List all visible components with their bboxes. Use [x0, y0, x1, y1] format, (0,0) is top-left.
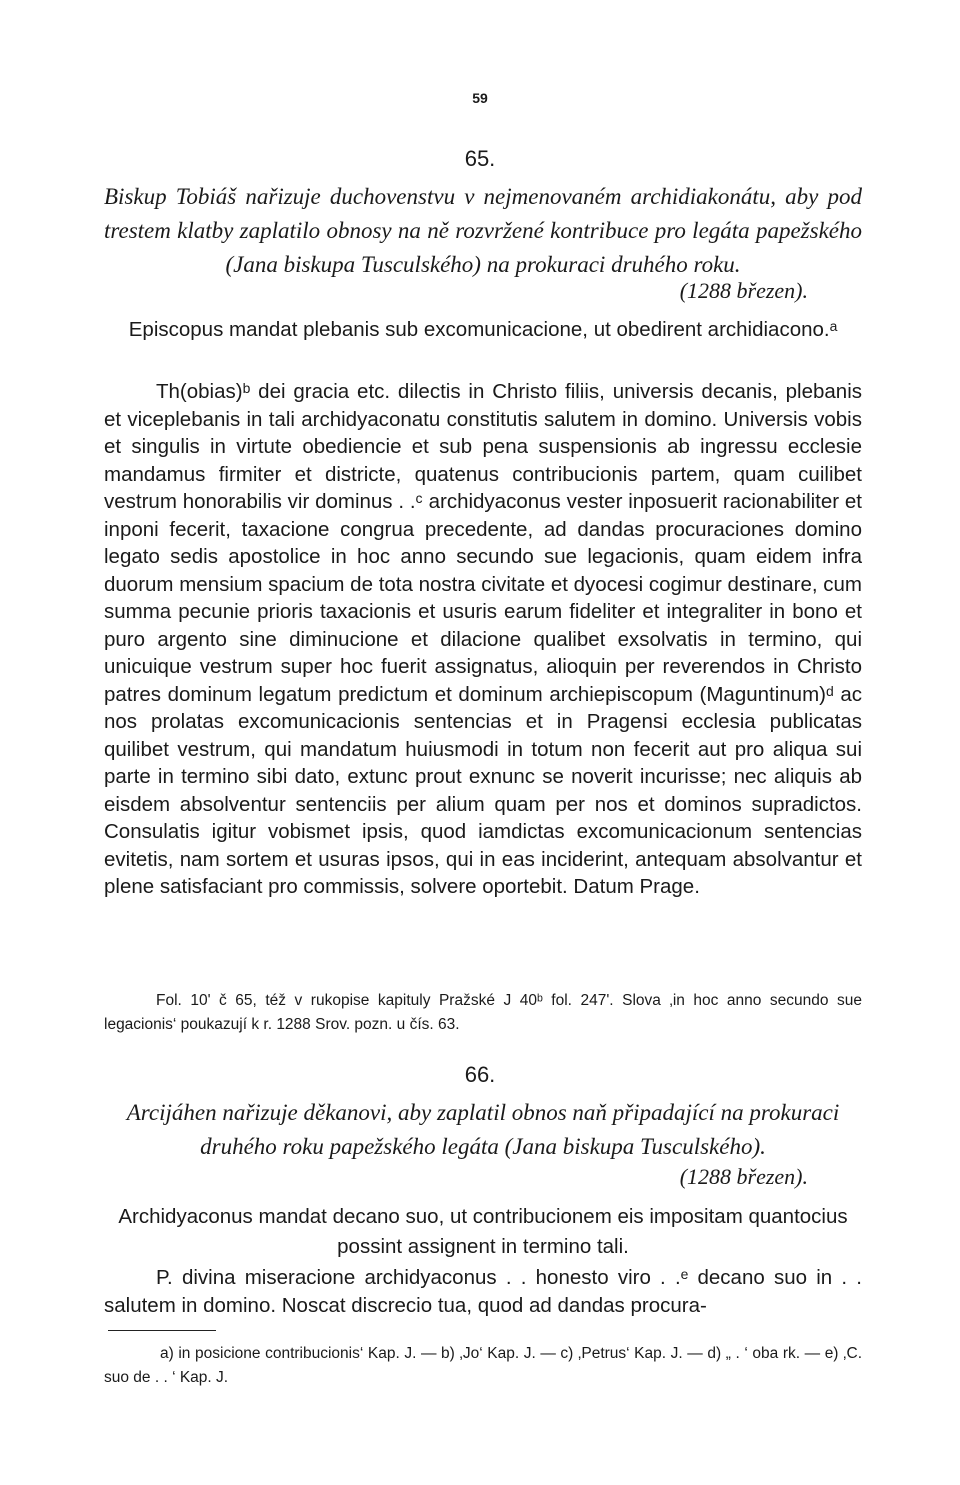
document-subtitle: Episcopus mandat plebanis sub excomunicacione, ut obedirent archidiacono.ᵃ — [128, 318, 838, 341]
document-body: P. divina miseracione archidyaconus . . honesto viro . .ᵉ decano suo in . . salutem in domino. Noscat discrecio tua, quod ad dandas procura- — [104, 1266, 862, 1317]
footnote-divider — [108, 1330, 216, 1331]
document-number: 65. — [464, 146, 496, 171]
document-heading: Biskup Tobiáš nařizuje duchovenstvu v nejmenovaném archidiakonátu, aby pod trestem klatby zaplatilo obnosy na ně rozvržené kontribuce pro legáta papežského (Jana biskupa Tusculského) na prokuraci druhého roku. — [104, 184, 862, 277]
document-heading: Arcijáhen nařizuje děkanovi, aby zaplatil obnos naň připadající na prokuraci druhého roku papežského legáta (Jana biskupa Tusculského). — [126, 1100, 840, 1159]
document-number: 66. — [464, 1062, 496, 1087]
document-date: (1288 březen). — [679, 1164, 808, 1189]
document-date: (1288 březen). — [679, 278, 808, 303]
document-subtitle: Archidyaconus mandat decano suo, ut contribucionem eis impositam quantocius possint assignent in termino tali. — [118, 1205, 848, 1258]
footnotes: a) in posicione contribucionis‘ Kap. J. — b) ‚Jo‘ Kap. J. — c) ‚Petrus‘ Kap. J. — d) „ . ‘ oba rk. — e) ‚C. suo de . . ‘ Kap. J. — [104, 1345, 862, 1386]
page-number: 59 — [472, 90, 488, 106]
document-note: Fol. 10' č 65, též v rukopise kapituly Pražské J 40ᵇ fol. 247'. Slova ‚in hoc anno secundo sue legacionis‘ poukazují k r. 1288 Srov. pozn. u čís. 63. — [104, 992, 862, 1033]
document-body: Th(obias)ᵇ dei gracia etc. dilectis in Christo filiis, universis decanis, plebanis et viceplebanis in tali archidyaconatu constitutis salutem in domino. Universis vobis et singulis in virtute obediencie et sub pena suspensionis ab ingressu ecclesie mandamus firmiter et districte, quatenus contribucionis partem, quam cuilibet vestrum honorabilis vir dominus . .ᶜ archidyaconus vester inposuerit racionabiliter et inponi fecerit, taxacione congrua precedente, ad dandas procuraciones domino legato sedis apostolice in hoc anno secundo sue legacionis, quam eidem infra duorum mensium spacium de tota nostra civitate et dyocesi cogimur destinare, cum summa pecunie prioris taxacionis et usuris earum fideliter et integraliter in bono et puro argento sine diminucione et dilacione qualibet exsolvatis in termino, qui unicuique vestrum super hoc fuerit assignatus, alioquin per reverendos in Christo patres dominum legatum predictum et dominum archiepiscopum (Maguntinum)ᵈ ac nos prolatas excomunicacionis sentencias et in Pragensi ecclesia publicatas quilibet vestrum, qui mandatum huiusmodi in totum non fecerit aut pro aliqua sui parte in termino sibi dato, extunc prout exnunc se noverit incurisse; nec aliquis ab eisdem absolventur sentenciis per alium quam per nos et dominos supradictos. Consulatis igitur vobismet ipsis, quod iamdictas excomunicacionum sentencias evitetis, nam sortem et usuras ipsos, qui in eas inciderint, antequam absolvantur et plene satisfaciant pro commissis, solvere oportebit. Datum Prage. — [104, 380, 862, 898]
